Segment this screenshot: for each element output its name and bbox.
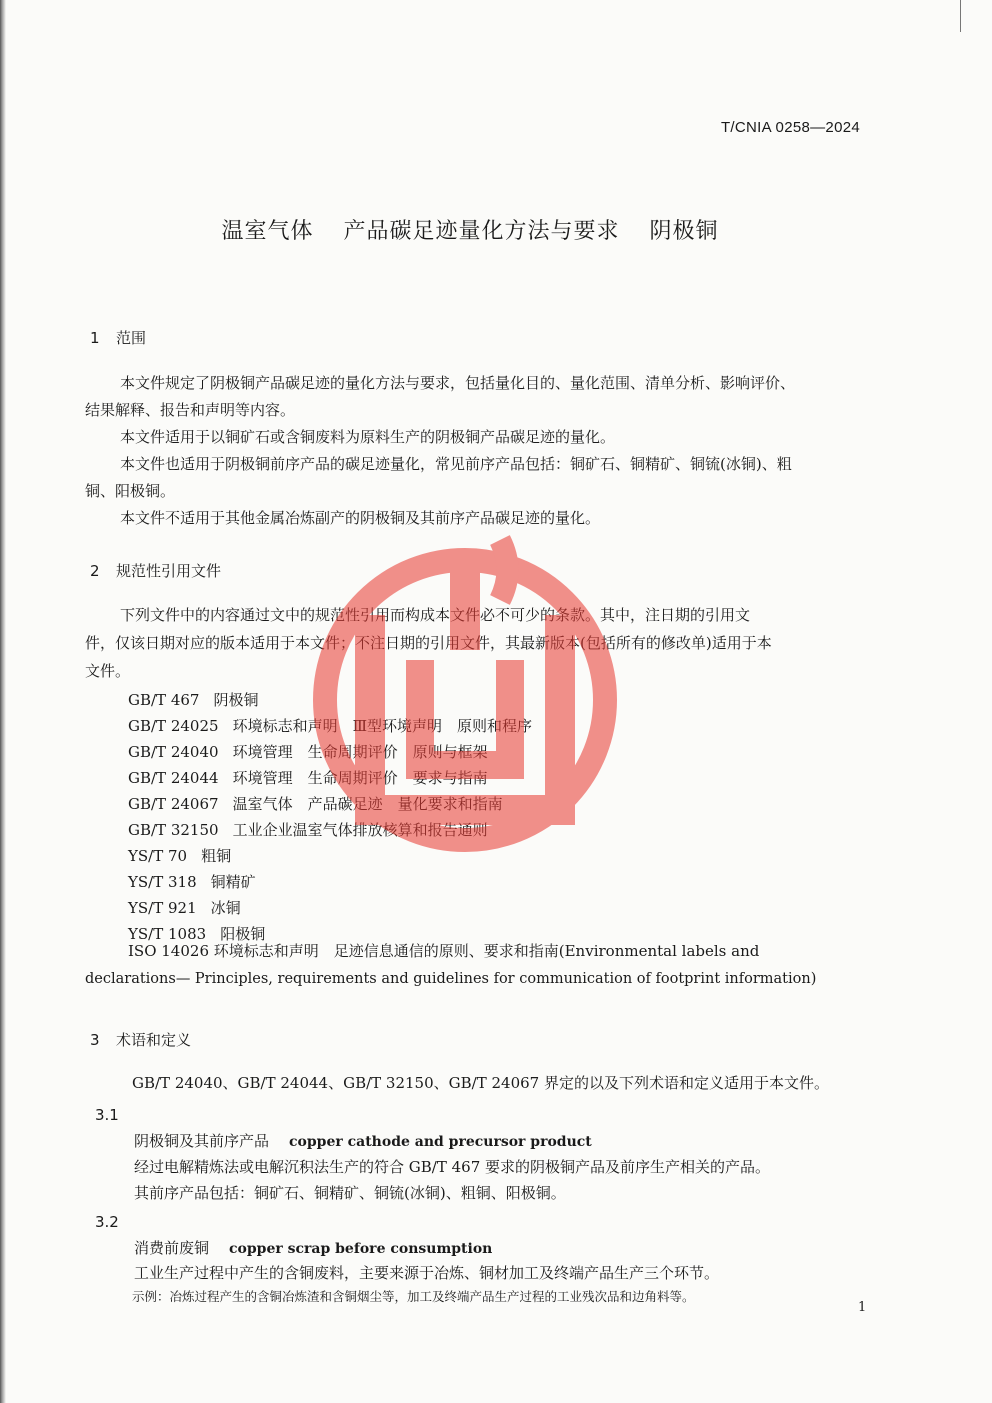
- reference-code: GB/T 467: [128, 691, 200, 709]
- reference-title: 冰铜: [210, 899, 241, 917]
- red-stamp-logo: [300, 510, 630, 870]
- term-entry: [134, 1130, 592, 1151]
- title-part-3: 阴极铜: [649, 219, 719, 244]
- reference-item: [128, 793, 503, 814]
- term-definition: 经过电解精炼法或电解沉积法生产的符合 GB/T 467 要求的阴极铜产品及前序生产相关的产品。: [134, 1158, 771, 1176]
- reference-item: [128, 715, 532, 736]
- term-chinese: 阴极铜及其前序产品: [134, 1132, 270, 1150]
- reference-code: YS/T 318: [128, 873, 197, 891]
- scan-edge: [0, 0, 6, 1403]
- iso-reference-continued: declarations— Principles, requirements and guidelines for communication of footprint information): [85, 971, 817, 987]
- reference-item: [128, 819, 488, 840]
- reference-title: 环境管理 生命周期评价 要求与指南: [232, 769, 488, 787]
- paragraph: 本文件规定了阴极铜产品碳足迹的量化方法与要求，包括量化目的、量化范围、清单分析、影响评价、: [120, 374, 796, 392]
- reference-code: YS/T 921: [128, 899, 197, 917]
- reference-item: [128, 689, 258, 710]
- reference-title: 阴极铜: [213, 691, 259, 709]
- reference-title: 温室气体 产品碳足迹 量化要求和指南: [232, 795, 503, 813]
- term-number: 3.2: [95, 1213, 119, 1231]
- reference-item: [128, 741, 488, 762]
- term-entry: [134, 1237, 492, 1258]
- reference-title: 铜精矿: [210, 873, 256, 891]
- reference-item: [128, 767, 488, 788]
- paragraph: 本文件也适用于阴极铜前序产品的碳足迹量化，常见前序产品包括：铜矿石、铜精矿、铜锍(冰铜)、粗: [120, 455, 792, 473]
- iso-reference: ISO 14026 环境标志和声明 足迹信息通信的原则、要求和指南(Environmental labels and: [128, 942, 760, 960]
- example-note: 示例：冶炼过程产生的含铜冶炼渣和含铜烟尘等，加工及终端产品生产过程的工业残次品和边角料等。: [132, 1289, 695, 1304]
- paragraph-continued: 铜、阳极铜。: [85, 482, 176, 500]
- reference-item: [128, 871, 256, 892]
- paragraph: 本文件不适用于其他金属冶炼副产的阴极铜及其前序产品碳足迹的量化。: [120, 509, 601, 527]
- reference-item: [128, 845, 231, 866]
- term-chinese: 消费前废铜: [134, 1239, 210, 1257]
- paragraph-continued: 件，仅该日期对应的版本适用于本文件；不注日期的引用文件，其最新版本(包括所有的修改单)适用于本: [85, 634, 772, 652]
- term-definition: 其前序产品包括：铜矿石、铜精矿、铜锍(冰铜)、粗铜、阳极铜。: [134, 1184, 566, 1202]
- paragraph: 本文件适用于以铜矿石或含铜废料为原料生产的阴极铜产品碳足迹的量化。: [120, 428, 616, 446]
- document-number: T/CNIA 0258—2024: [720, 119, 860, 136]
- reference-code: YS/T 1083: [128, 925, 207, 943]
- reference-item: [128, 897, 241, 918]
- reference-title: 环境标志和声明 Ⅲ型环境声明 原则和程序: [232, 717, 533, 735]
- title-part-1: 温室气体: [221, 219, 314, 244]
- reference-code: GB/T 24025: [128, 717, 219, 735]
- paragraph: 下列文件中的内容通过文中的规范性引用而构成本文件必不可少的条款。其中，注日期的引用文: [120, 606, 751, 624]
- term-english: copper cathode and precursor product: [289, 1134, 592, 1150]
- paragraph: GB/T 24040、GB/T 24044、GB/T 32150、GB/T 24067 界定的以及下列术语和定义适用于本文件。: [132, 1074, 829, 1092]
- paragraph-continued: 文件。: [85, 662, 131, 680]
- paragraph-continued: 结果解释、报告和声明等内容。: [85, 401, 296, 419]
- section-1-heading: 1 范围: [90, 329, 147, 347]
- reference-title: 工业企业温室气体排放核算和报告通则: [232, 821, 488, 839]
- reference-code: YS/T 70: [128, 847, 188, 865]
- document-title: [0, 214, 940, 245]
- reference-title: 粗铜: [201, 847, 232, 865]
- term-number: 3.1: [95, 1106, 119, 1124]
- section-3-heading: 3 术语和定义: [90, 1031, 192, 1049]
- term-definition: 工业生产过程中产生的含铜废料，主要来源于冶炼、铜材加工及终端产品生产三个环节。: [134, 1264, 720, 1282]
- section-2-heading: 2 规范性引用文件: [90, 562, 222, 580]
- reference-code: GB/T 24044: [128, 769, 219, 787]
- reference-title: 阳极铜: [220, 925, 266, 943]
- reference-code: GB/T 24067: [128, 795, 219, 813]
- reference-code: GB/T 32150: [128, 821, 219, 839]
- reference-code: GB/T 24040: [128, 743, 219, 761]
- term-english: copper scrap before consumption: [229, 1241, 493, 1257]
- title-part-2: 产品碳足迹量化方法与要求: [343, 219, 620, 244]
- scan-mark: [960, 0, 961, 32]
- page-number: 1: [858, 1300, 867, 1315]
- reference-title: 环境管理 生命周期评价 原则与框架: [232, 743, 488, 761]
